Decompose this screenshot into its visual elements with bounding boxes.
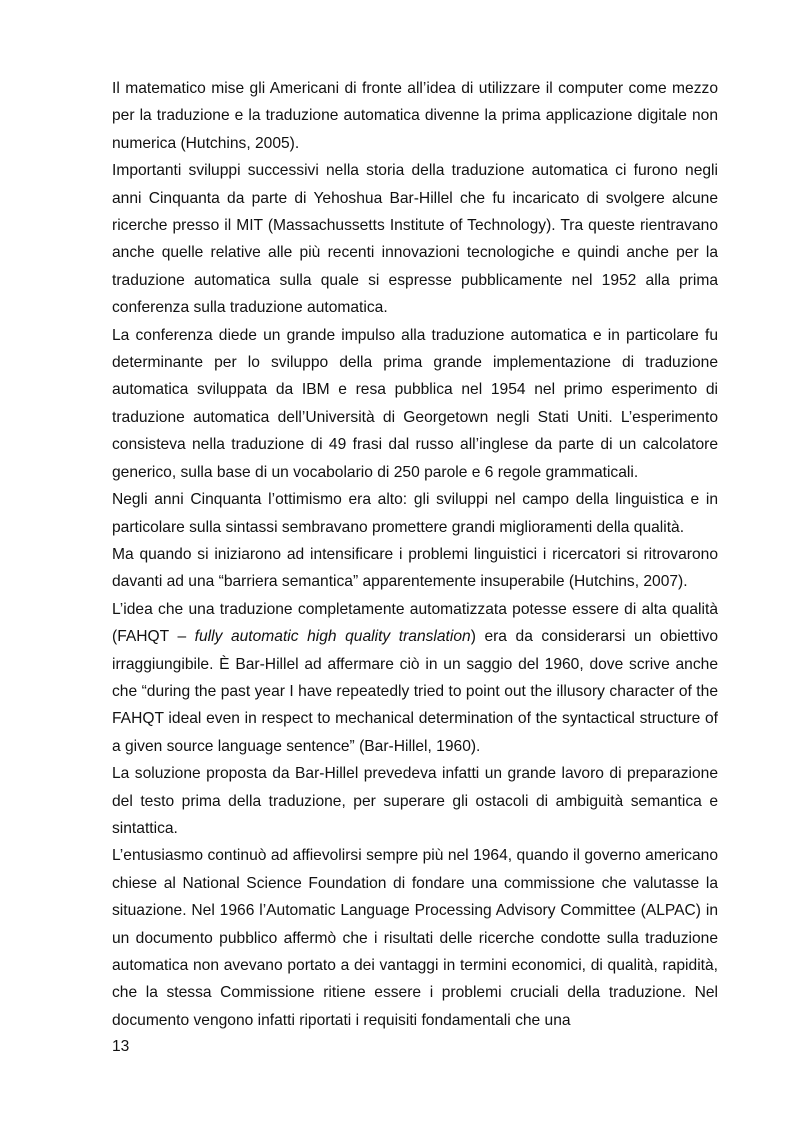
body-text (112, 75, 718, 1034)
paragraph-6-italic: fully automatic high quality translation (194, 628, 471, 646)
paragraph-7: La soluzione proposta da Bar-Hillel prevedeva infatti un grande lavoro di preparazione del testo prima della traduzione, per superare gli ostacoli di ambiguità semantica e sintattica. (112, 765, 718, 837)
paragraph-6 (112, 596, 718, 760)
paragraph-6-before: L’idea che una traduzione completamente automatizzata potesse essere di alta qualità (FAHQT – (112, 600, 718, 646)
paragraph-3: La conferenza diede un grande impulso alla traduzione automatica e in particolare fu determinante per lo sviluppo della prima grande implementazione di traduzione automatica sviluppata da IBM e resa pubblica nel 1954 nel primo esperimento di traduzione automatica dell’Università di Georgetown negli Stati Uniti. L’esperimento consisteva nella traduzione di 49 frasi dal russo all’inglese da parte di un calcolatore generico, sulla base di un vocabolario di 250 parole e 6 regole grammaticali. (112, 326, 718, 481)
paragraph-4: Negli anni Cinquanta l’ottimismo era alto: gli sviluppi nel campo della linguistica e in particolare sulla sintassi sembravano promettere grandi miglioramenti della qualità. (112, 491, 718, 536)
page-number: 13 (112, 1038, 130, 1055)
paragraph-8: L’entusiasmo continuò ad affievolirsi sempre più nel 1964, quando il governo americano chiese al National Science Foundation di fondare una commissione che valutasse la situazione. Nel 1966 l’Automatic Language Processing Advisory Committee (ALPAC) in un documento pubblico affermò che i risultati delle ricerche condotte sulla traduzione automatica non avevano portato a dei vantaggi in termini economici, di qualità, rapidità, che la stessa Commissione ritiene essere i problemi cruciali della traduzione. Nel documento vengono infatti riportati i requisiti fondamentali che una (112, 847, 718, 1029)
paragraph-5: Ma quando si iniziarono ad intensificare i problemi linguistici i ricercatori si ritrovarono davanti ad una “barriera semantica” apparentemente insuperabile (Hutchins, 2007). (112, 545, 718, 591)
paragraph-2: Importanti sviluppi successivi nella storia della traduzione automatica ci furono negli anni Cinquanta da parte di Yehoshua Bar-Hillel che fu incaricato di svolgere alcune ricerche presso il MIT (Massachussetts Institute of Technology). Tra queste rientravano anche quelle relative alle più recenti innovazioni tecnologiche e quindi anche per la traduzione automatica sulla quale si espresse pubblicamente nel 1952 alla prima conferenza sulla traduzione automatica. (112, 162, 718, 317)
paragraph-1: Il matematico mise gli Americani di fronte all’idea di utilizzare il computer come mezzo per la traduzione e la traduzione automatica divenne la prima applicazione digitale non numerica (Hutchins, 2005). (112, 80, 718, 152)
paragraph-6-after: ) era da considerarsi un obiettivo irraggiungibile. È Bar-Hillel ad affermare ciò in un saggio del 1960, dove scrive anche che “during the past year I have repeatedly tried to point out the illusory character of the FAHQT ideal even in respect to mechanical determination of the syntactical structure of a given source language sentence” (Bar-Hillel, 1960). (112, 628, 719, 755)
